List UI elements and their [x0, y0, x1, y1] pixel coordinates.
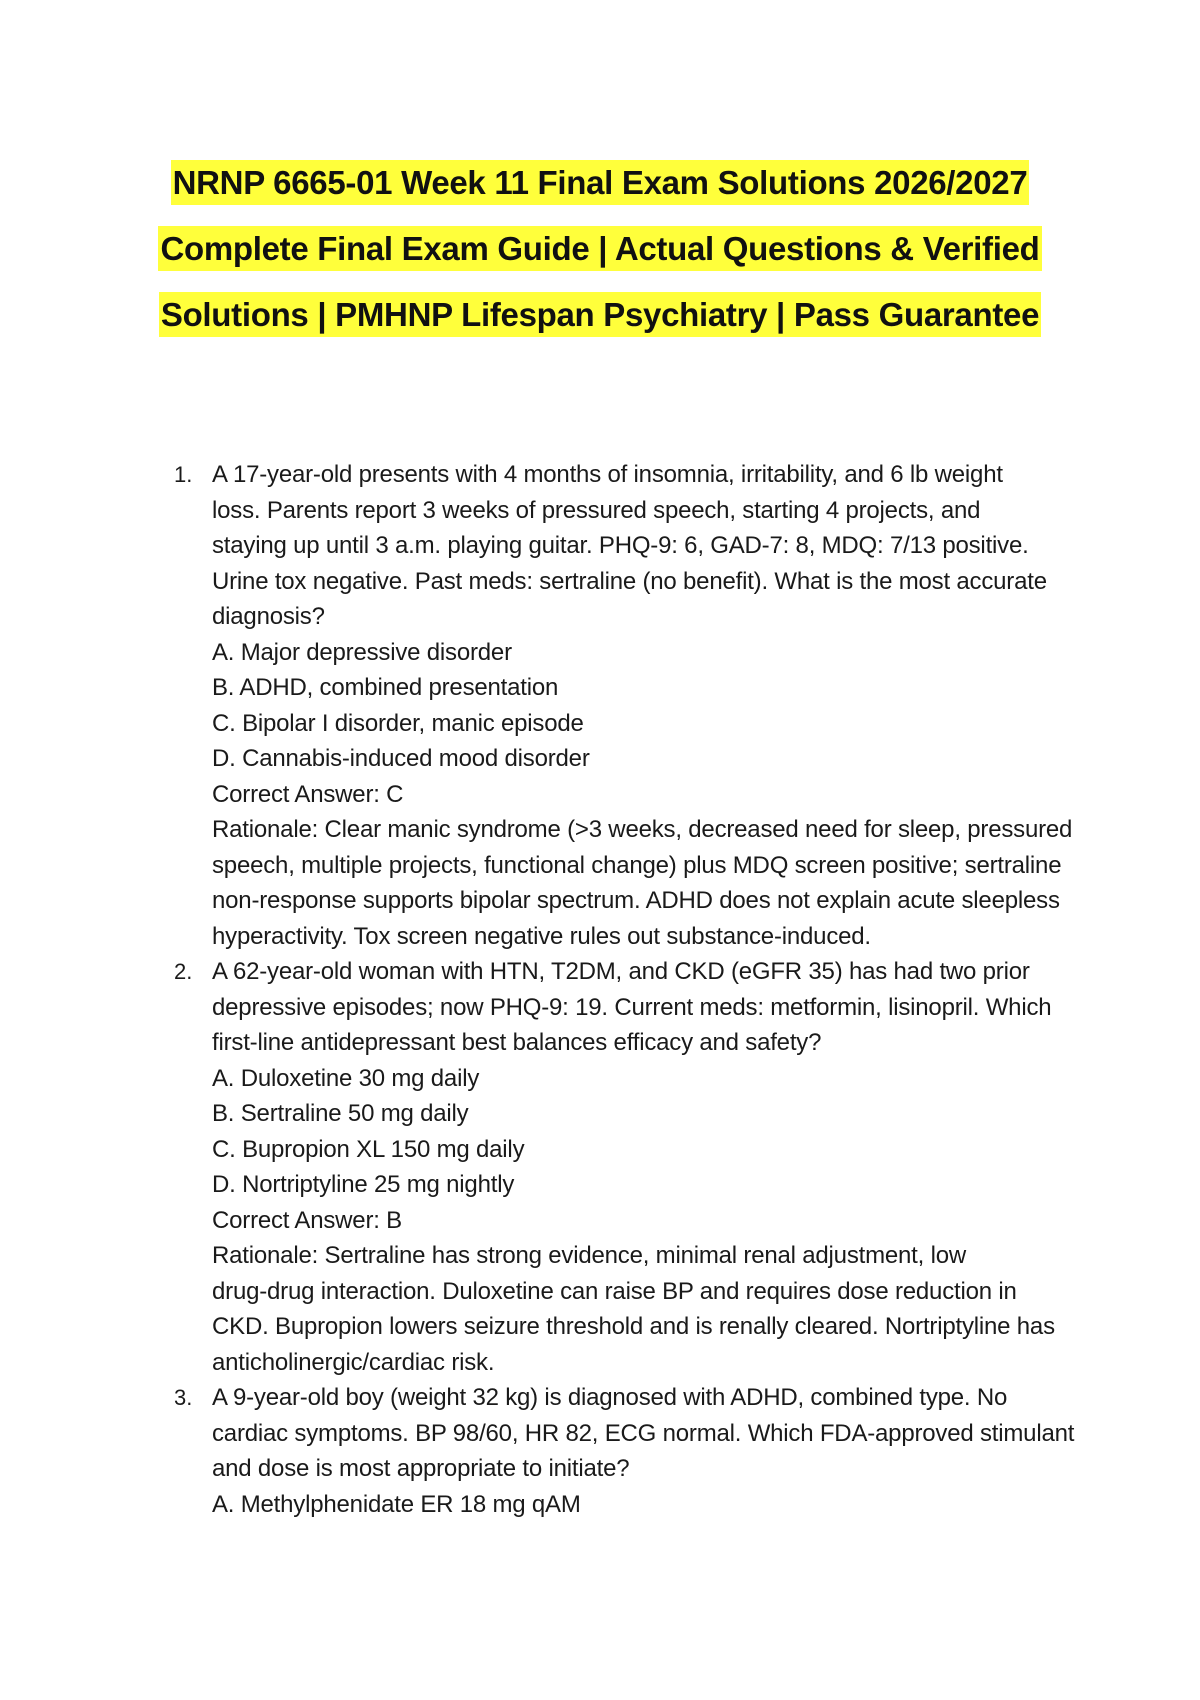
- question-stem-line: first-line antidepressant best balances efficacy and safety?: [212, 1029, 822, 1056]
- question-number: 2.: [174, 959, 193, 984]
- answer-option: C. Bipolar I disorder, manic episode: [212, 709, 584, 737]
- rationale-line: drug-drug interaction. Duloxetine can raise BP and requires dose reduction in: [212, 1277, 1017, 1305]
- question-stem-line: cardiac symptoms. BP 98/60, HR 82, ECG normal. Which FDA-approved stimulant: [212, 1419, 1075, 1447]
- rationale-line: non-response supports bipolar spectrum. ADHD does not explain acute sleepless: [212, 887, 1060, 914]
- rationale-line: anticholinergic/cardiac risk.: [212, 1348, 495, 1376]
- rationale-line: Rationale: Sertraline has strong evidence, minimal renal adjustment, low: [212, 1242, 966, 1269]
- question-stem-line: staying up until 3 a.m. playing guitar. PHQ-9: 6, GAD-7: 8, MDQ: 7/13 positive.: [212, 532, 1029, 559]
- document-title: [0, 150, 1200, 348]
- question-stem-line: Urine tox negative. Past meds: sertraline (no benefit). What is the most accurate: [212, 567, 1047, 595]
- rationale-line: hyperactivity. Tox screen negative rules out substance-induced.: [212, 922, 871, 950]
- question-number: 1.: [174, 462, 193, 487]
- title-line: Complete Final Exam Guide | Actual Questions & Verified: [0, 216, 1200, 282]
- question-list: [0, 457, 1200, 1522]
- answer-option: D. Nortriptyline 25 mg nightly: [212, 1171, 515, 1198]
- question-stem-line: depressive episodes; now PHQ-9: 19. Current meds: metformin, lisinopril. Which: [212, 993, 1052, 1021]
- answer-option: A. Methylphenidate ER 18 mg qAM: [212, 1490, 581, 1518]
- question-stem-line: diagnosis?: [212, 603, 325, 630]
- question-item: [0, 954, 1200, 1380]
- correct-answer: Correct Answer: B: [212, 1206, 402, 1234]
- question-number: 3.: [174, 1385, 193, 1410]
- question-item: [0, 457, 1200, 954]
- question-stem-line: loss. Parents report 3 weeks of pressured speech, starting 4 projects, and: [212, 496, 981, 524]
- question-item: [0, 1380, 1200, 1522]
- question-stem-line: A 17-year-old presents with 4 months of insomnia, irritability, and 6 lb weight: [212, 461, 1003, 488]
- question-stem-line: A 9-year-old boy (weight 32 kg) is diagnosed with ADHD, combined type. No: [212, 1384, 1008, 1411]
- answer-option: B. ADHD, combined presentation: [212, 674, 559, 701]
- question-stem-line: A 62-year-old woman with HTN, T2DM, and CKD (eGFR 35) has had two prior: [212, 958, 1030, 985]
- title-line: Solutions | PMHNP Lifespan Psychiatry | Pass Guarantee: [0, 282, 1200, 348]
- answer-option: A. Major depressive disorder: [212, 638, 512, 666]
- correct-answer: Correct Answer: C: [212, 780, 404, 808]
- question-stem-line: and dose is most appropriate to initiate?: [212, 1455, 630, 1482]
- rationale-line: CKD. Bupropion lowers seizure threshold and is renally cleared. Nortriptyline has: [212, 1313, 1055, 1340]
- title-line: NRNP 6665-01 Week 11 Final Exam Solutions 2026/2027: [0, 150, 1200, 216]
- rationale-line: speech, multiple projects, functional change) plus MDQ screen positive; sertraline: [212, 851, 1062, 879]
- answer-option: B. Sertraline 50 mg daily: [212, 1100, 469, 1127]
- answer-option: A. Duloxetine 30 mg daily: [212, 1064, 480, 1092]
- rationale-line: Rationale: Clear manic syndrome (>3 weeks, decreased need for sleep, pressured: [212, 816, 1073, 843]
- answer-option: C. Bupropion XL 150 mg daily: [212, 1135, 525, 1163]
- answer-option: D. Cannabis-induced mood disorder: [212, 745, 590, 772]
